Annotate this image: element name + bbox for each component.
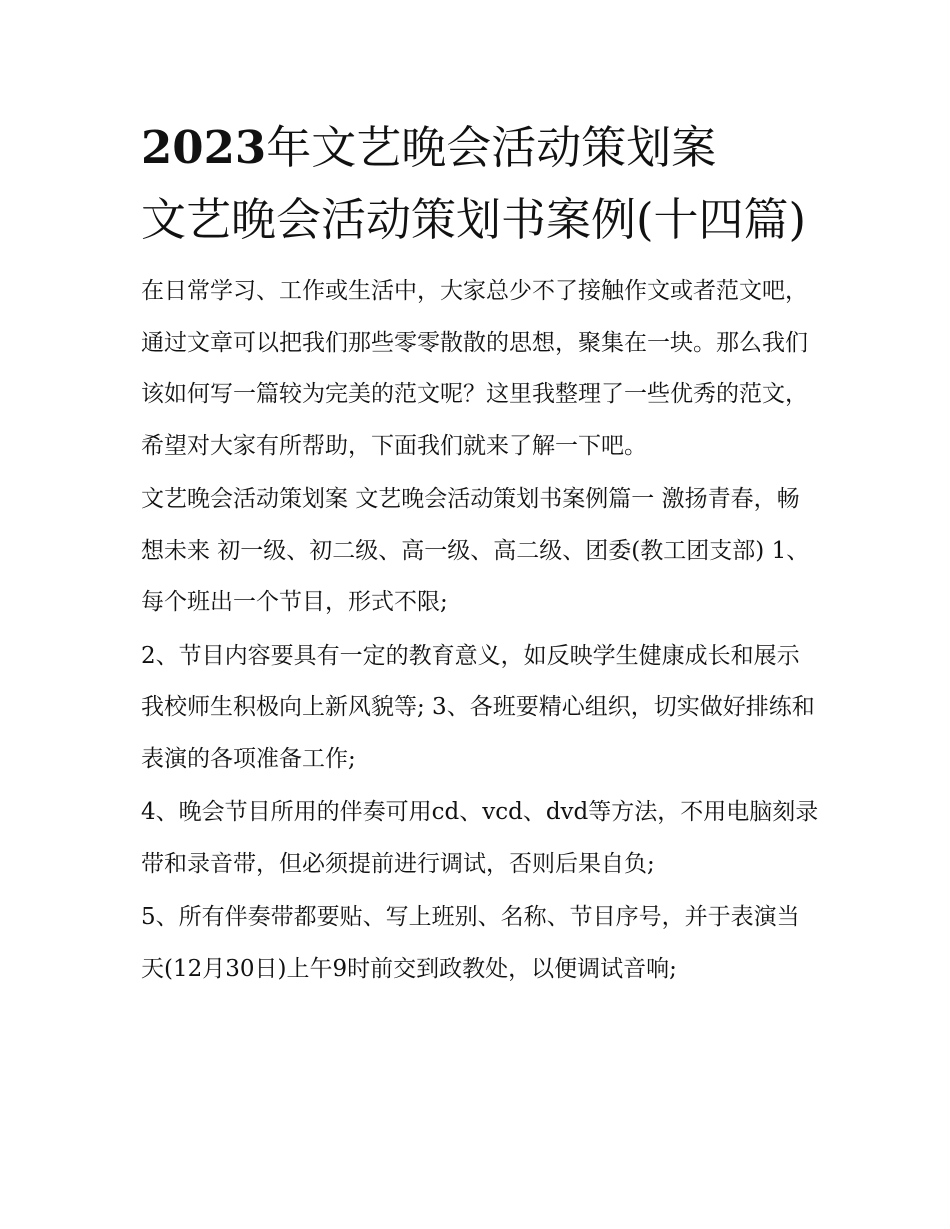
title-line-2: 文艺晚会活动策划书案例(十四篇)	[141, 193, 807, 246]
document-page	[141, 112, 821, 997]
body-paragraph: 在日常学习、工作或生活中，大家总少不了接触作文或者范文吧，通过文章可以把我们那些零零散散的思想，聚集在一块。那么我们该如何写一篇较为完美的范文呢？这里我整理了一些优秀的范文，希望对大家有所帮助，下面我们就来了解一下吧。	[141, 278, 808, 459]
body-paragraph: 文艺晚会活动策划案 文艺晚会活动策划书案例篇一 激扬青春，畅想未来 初一级、初二级、高一级、高二级、团委(教工团支部) 1、每个班出一个节目，形式不限;	[141, 486, 810, 615]
body-paragraph: 5、所有伴奏带都要贴、写上班别、名称、节目序号，并于表演当天(12月30日)上午9时前交到政教处，以便调试音响;	[141, 904, 800, 982]
title-year: 2023	[141, 121, 267, 174]
document-title	[141, 112, 821, 256]
body-paragraph: 4、晚会节目所用的伴奏可用cd、vcd、dvd等方法，不用电脑刻录带和录音带，但必须提前进行调试，否则后果自负;	[141, 799, 819, 877]
title-line-1	[141, 112, 821, 184]
title-line-1-text: 年文艺晚会活动策划案	[266, 121, 717, 174]
document-body	[141, 266, 821, 995]
body-paragraph: 2、节目内容要具有一定的教育意义，如反映学生健康成长和展示我校师生积极向上新风貌等; 3、各班要精心组织，切实做好排练和表演的各项准备工作;	[141, 642, 815, 772]
